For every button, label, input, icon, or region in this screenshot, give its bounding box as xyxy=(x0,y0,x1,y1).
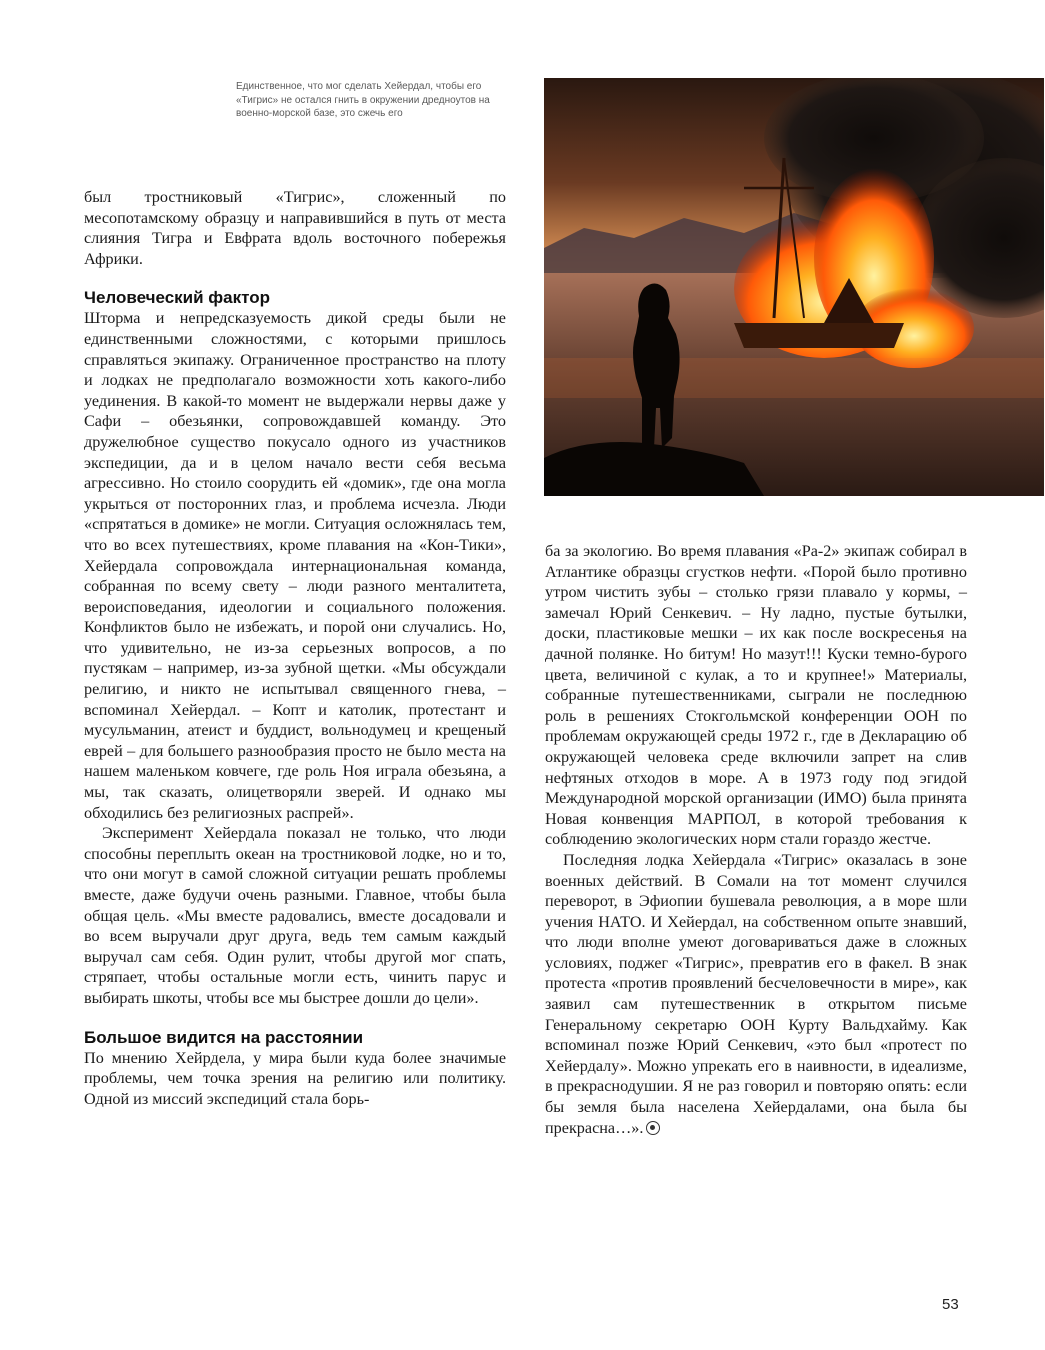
ecology-paragraph: ба за экологию. Во время плавания «Ра-2» экипаж собирал в Атлантике образцы сгустков нефти. «Порой было противно утром чистить зубы – столько грязи плавало у кормы, – замечал Юрий Сенкевич. – Ну ладно, пустые бутылки, доски, пластиковые мешки – их как после воскресенья на дачной полянке. Но битум! Но мазут!!! Куски темно-бурого цвета, величиной с кулак, а то и крупнее!» Материалы, собранные путешественниками, сыграли не последнюю роль в решениях Стокгольмской конференции ООН по проблемам окружающей среды 1972 г., где в Декларацию об окружающей человека среде включили запрет на слив нефтяных отходов в море. А в 1973 году под эгидой Международной морской организации (ИМО) была принята Новая конвенция МАРПОЛ, в которой требования к соблюдению экологических норм стали гораздо жестче. xyxy=(545,542,967,849)
right-column xyxy=(545,541,967,1138)
last-boat-text: Последняя лодка Хейердала «Тигрис» оказалась в зоне военных действий. В Сомали на тот момент случился переворот, в Эфиопии бушевала революция, а в море шли учения НАТО. И Хейердал, на собственном опыте знавший, что люди вполне умеют договариваться даже в сложных условиях, поджег «Тигрис», превратив его в факел. В знак протеста «против проявлений бесчеловечности в мире», как заявил сам путешественник в открытом письме Генеральному секретарю ООН Курту Вальдхайму. Как вспоминал позже Юрий Сенкевич, «это был «протест по Хейердалу». Можно упрекать его в наивности, в идеализме, в прекраснодушии. Я не раз говорил и повторяю опять: если бы земля была населена Хейердалами, она была бы прекрасна…». xyxy=(545,850,967,1137)
experiment-paragraph: Эксперимент Хейердала показал не только, что люди способны переплыть океан на тростниковой лодке, но и то, что они могут в самой сложной ситуации решать проблемы вместе, даже будучи очень разными. Главное, чтобы была общая цель. «Мы вместе радовались, вместе досадовали и во всем выручали друг друга, ведь тем самым каждый выручал сам себя. Один рулит, чтобы другой мог спать, стряпает, чтобы остальные могли есть, чинить парус и выбирать шкоты, чтобы все мы быстрее дошли до цели». xyxy=(84,824,506,1007)
heading-big-from-distance: Большое видится на расстоянии xyxy=(84,1027,364,1047)
burning-boat-photo xyxy=(544,78,1044,496)
last-boat-paragraph xyxy=(545,850,967,1138)
page-number: 53 xyxy=(942,1296,959,1313)
left-column xyxy=(84,187,506,1109)
photo-caption: Единственное, что мог сделать Хейердал, чтобы его «Тигрис» не остался гнить в окружении дредноутов на военно-морской базе, это сжечь его xyxy=(236,81,490,119)
human-factor-paragraph: Шторма и непредсказуемость дикой среды были не единственными сложностями, с которыми пришлось справляться экипажу. Ограниченное пространство на плоту и лодках не предполагало возможности хоть какого-либо уединения. В какой-то момент не выдержали нервы даже у Сафи – обезьянки, сопровождавшей команду. Это дружелюбное существо покусало одного из участников экспедиции, да и в целом начало вести себя весьма агрессивно. Но стоило соорудить ей «домик», где она могла укрыться от посторонних глаз, и проблема исчезла. Люди «спрятаться в домике» не могли. Ситуация осложнялась тем, что во всех путешествиях, кроме плавания на «Кон-Тики», Хейердала сопровождала интернациональная команда, собранная по всему свету – люди разного менталитета, вероисповедания, идеологии и социального положения. Конфликтов было не избежать, и порой они случались. Но, что удивительно, не из-за серьезных вопросов, а по пустякам – например, из-за зубной щетки. «Мы обсуждали религию, и никто не испытывал священного гнева, – вспоминал Хейердал. – Копт и католик, протестант и мусульманин, атеист и буддист, вольнодумец и крещеный еврей – для большего разнообразия просто не было места на нашем маленьком ковчеге, где роль Ноя играла обезьяна, а мы, так сказать, олицетворяли зверей. И однако мы обходились без религиозных распрей». xyxy=(84,309,506,822)
heading-human-factor: Человеческий фактор xyxy=(84,288,271,308)
article-end-icon xyxy=(646,1121,660,1135)
intro-paragraph: был тростниковый «Тигрис», сложенный по месопотамскому образцу и направившийся в путь от места слияния Тигра и Евфрата вдоль восточного побережья Африки. xyxy=(84,188,506,268)
big-picture-paragraph: По мнению Хейрдела, у мира были куда более значимые проблемы, чем точка зрения на религию или политику. Одной из миссий экспедиций стала борь- xyxy=(84,1048,506,1108)
